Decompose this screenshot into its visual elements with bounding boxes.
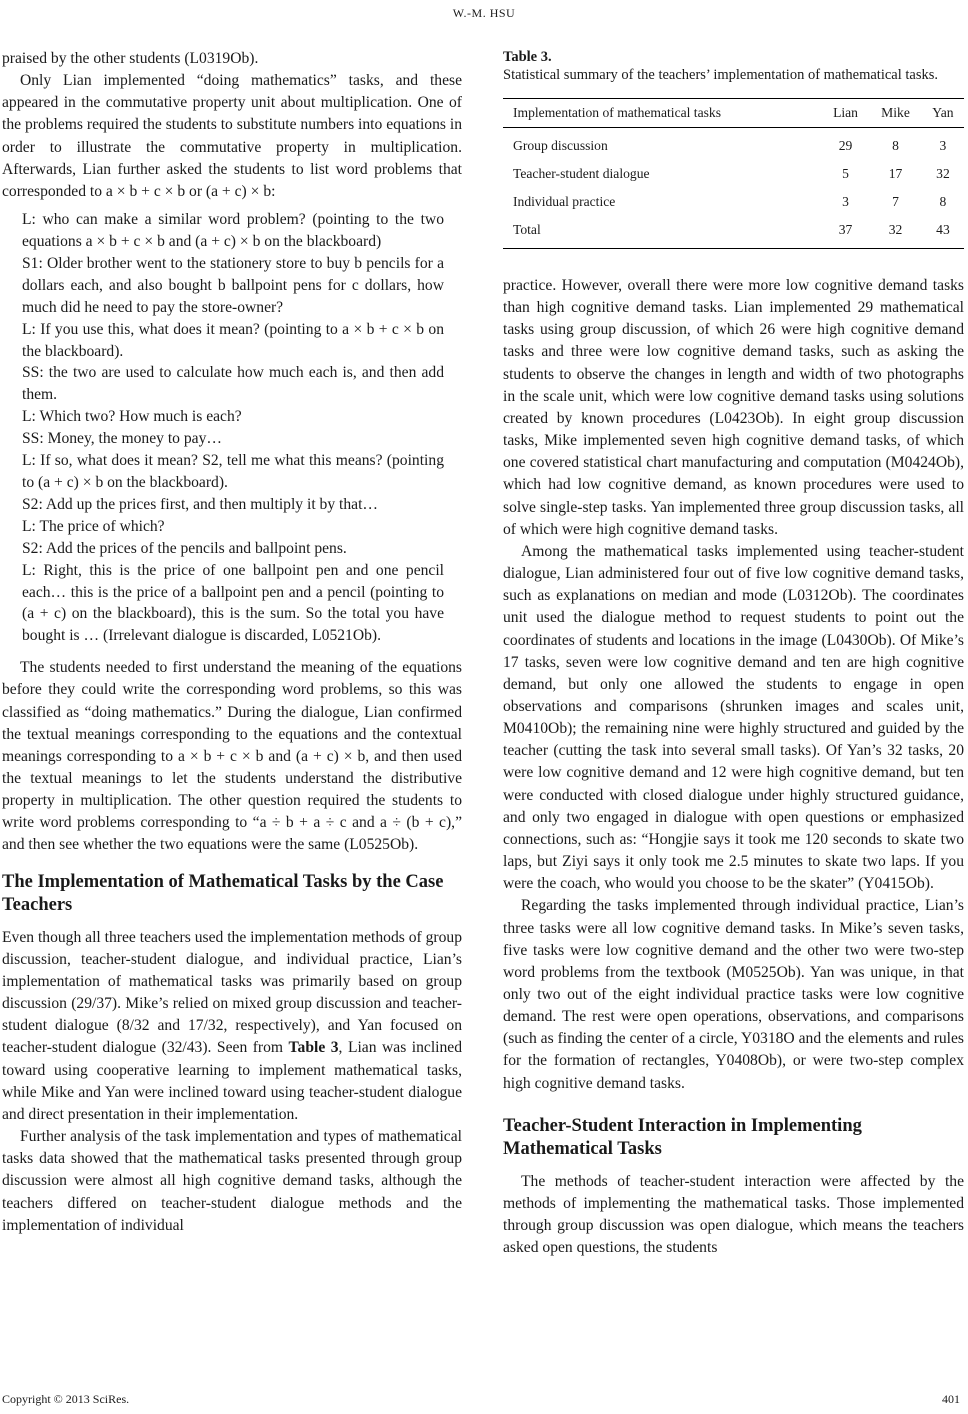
right-column — [503, 48, 964, 1259]
table-row — [503, 216, 964, 249]
table-cell: 17 — [888, 166, 903, 181]
table-caption: Statistical summary of the teachers’ implementation of mathematical tasks. — [503, 67, 938, 83]
paragraph: Among the mathematical tasks implemented using teacher-student dialogue, Lian administered four out of five low cognitive demand tasks, such as explanations on median and mode (L0312Ob). The coordinates unit used the dialogue method to request students to point out the coordinates of students and locations in the image (L0430Ob). Of Mike’s 17 tasks, seven were low cognitive demand and ten are high cognitive demand, but only one allowed the students to engage in open observations and comparisons (shrunken images and scales unit, M0410Ob); the remaining nine were highly structured and guided by the teacher (cutting the task into several small tasks). Of Yan’s 32 tasks, 20 were low cognitive demand and 12 were high cognitive demand, but ten were conducted with closed dialogue under highly structured guidance, and only two engaged in dialogue with open questions or emphasized connections, such as: “Hongjie says it took me 120 seconds to skate two laps, but Ziyi says it only took me 2.5 minutes to skate two laps. If you were the coach, who would you choose to be the skater” (Y0415Ob). — [503, 542, 964, 893]
table-cell: 8 — [939, 194, 947, 209]
table-label: Table 3. — [503, 49, 552, 65]
dialogue-line: SS: the two are used to calculate how much each is, and then add them. — [22, 364, 444, 404]
copyright-notice: Copyright © 2013 SciRes. — [2, 1392, 130, 1406]
paragraph: The students needed to first understand the meaning of the equations before they could write the corresponding word problems, so this was classified as “doing mathematics.” During the dialogue, Lian confirmed the textual meanings corresponding to the equations and the contextual meanings corresponding to a × b + c × b and (a + c) × b, and then used the textual meanings to let the students understand the distributive property in multiplication. The other question required the students to write word problems corresponding to “a ÷ b + a ÷ c and a ÷ (b + c),” and then see whether the two equations were the same (L0525Ob). — [2, 659, 462, 854]
dialogue-line: L: Which two? How much is each? — [22, 408, 242, 426]
table-cell: Teacher-student dialogue — [513, 166, 650, 181]
paragraph: praised by the other students (L0319Ob). — [2, 50, 259, 67]
table-row — [503, 128, 964, 161]
dialogue-line: L: Right, this is the price of one ballpoint pen and one pencil each… this is the price of a ballpoint pen and a pencil (pointing to (a + c) on the blackboard), this is the sum. So the total you have bought is … (Irrelevant dialogue is discarded, L0521Ob). — [22, 561, 444, 645]
dialogue-line: S2: Add the prices of the pencils and ballpoint pens. — [22, 539, 347, 557]
dialogue-line: SS: Money, the money to pay… — [22, 430, 222, 448]
table-cell: 3 — [939, 138, 947, 153]
table-cell: 5 — [842, 166, 849, 181]
left-column — [2, 48, 462, 1237]
table-cell: 3 — [842, 194, 849, 209]
paragraph: Only Lian implemented “doing mathematics” tasks, and these appeared in the commutative property unit about multiplication. One of the problems required the students to substitute numbers into equations in order to illustrate the commutative property in multiplication. Afterwards, Lian further asked the students to list word problems that corresponded to a × b + c × b or (a + c) × b: — [2, 72, 462, 200]
table-cell: 37 — [822, 216, 869, 249]
table-header-row — [503, 99, 964, 128]
dialogue-line: L: who can make a similar word problem? (pointing to the two equations a × b + c × b and (a + c) × b on the blackboard) — [22, 211, 444, 250]
table-cell: 7 — [892, 194, 899, 209]
section-heading: The Implementation of Mathematical Tasks by the Case Teachers — [2, 871, 444, 915]
paragraph: Further analysis of the task implementation and types of mathematical tasks data showed that the mathematical tasks presented through group discussion were almost all high cognitive demand tasks, although the teachers differed on teacher-student dialogue methods and the implementation of individual — [2, 1128, 462, 1234]
table-cell: 43 — [922, 216, 964, 249]
table-header-cell: Yan — [922, 99, 964, 128]
table-header-cell: Lian — [822, 99, 869, 128]
table-reference: Table 3 — [288, 1039, 339, 1057]
table-header-cell: Mike — [869, 99, 922, 128]
paragraph: Regarding the tasks implemented through individual practice, Lian’s three tasks were all low cognitive demand tasks. In Mike’s seven tasks, five tasks were low cognitive demand and the other two were two-step word problems from the textbook (M0525Ob). Yan was unique, in that only two out of the eight individual practice tasks were low cognitive demand. The rest were open operations, observations, and comparisons (such as finding the center of a circle, Y0318O and the elements and rules for the formation of rectangles, Y0408Ob), or were two-step complex high cognitive demand tasks. — [503, 897, 965, 1092]
table-row — [503, 188, 964, 216]
paragraph: practice. However, overall there were more low cognitive demand tasks than high cognitive demand tasks. Lian implemented 29 mathematical tasks using group discussion, of which 26 were high cognitive demand tasks and three were low cognitive demand tasks, such as asking the students to observe the changes in length and width of two photographs in the scale unit, which were low cognitive demand tasks using solutions created by known procedures (L0423Ob). In eight group discussion tasks, Mike implemented seven high cognitive demand tasks, of which one covered statistical chart manufacturing and computation (M0424Ob), which had low cognitive demand, as known procedures were used to solve single-step tasks. Yan implemented three group discussion tasks, all of which were high cognitive demand tasks. — [503, 277, 964, 538]
dialogue-line: L: If you use this, what does it mean? (pointing to a × b + c × b on the blackboard). — [22, 320, 444, 360]
dialogue-line: S1: Older brother went to the stationery store to buy b pencils for a dollars each, and also bought b ballpoint pens for c dollars, how much did he need to pay the store-owner? — [22, 254, 444, 316]
paragraph-text: Even though all three teachers used the implementation methods of group discussion, teacher-student dialogue, and individual practice, Lian’s implementation of mathematical tasks was primarily based on group discussion (29/37). Mike’s relied on mixed group discussion and teacher-student dialogue (8/32 and 17/32, respectively), and Yan focused on teacher-student dialogue (32/43). Seen from — [2, 928, 462, 1057]
table-cell: 29 — [838, 138, 853, 153]
paragraph: The methods of teacher-student interaction were affected by the methods of implementing the mathematical tasks. Those implemented through group discussion was open dialogue, which means the teachers asked open questions, the students — [503, 1172, 964, 1257]
dialogue-line: L: If so, what does it mean? S2, tell me what this means? (pointing to (a + c) × b on the blackboard). — [22, 452, 444, 491]
paragraph — [2, 927, 462, 1126]
running-head: W.-M. HSU — [452, 6, 516, 20]
dialogue-line: L: The price of which? — [22, 517, 165, 535]
table-cell: Total — [503, 216, 822, 249]
table-cell: 32 — [869, 216, 922, 249]
table-cell: 32 — [936, 166, 950, 181]
table-row — [503, 160, 964, 188]
table-cell: Group discussion — [513, 138, 608, 153]
dialogue-excerpt — [22, 209, 444, 647]
page-number: 401 — [942, 1392, 960, 1406]
paragraph-text: , Lian was inclined toward using cooperative learning to implement mathematical tasks, while Mike and Yan were inclined toward using teacher-student dialogue and direct presentation in their implementation. — [2, 1039, 462, 1123]
dialogue-line: S2: Add up the prices first, and then multiply it by that… — [22, 495, 379, 513]
table-cell: Individual practice — [513, 194, 616, 209]
statistics-table — [503, 98, 964, 249]
table-cell: 8 — [892, 138, 899, 153]
table-header-cell: Implementation of mathematical tasks — [503, 99, 822, 128]
section-heading: Teacher-Student Interaction in Implementing Mathematical Tasks — [503, 1115, 862, 1159]
